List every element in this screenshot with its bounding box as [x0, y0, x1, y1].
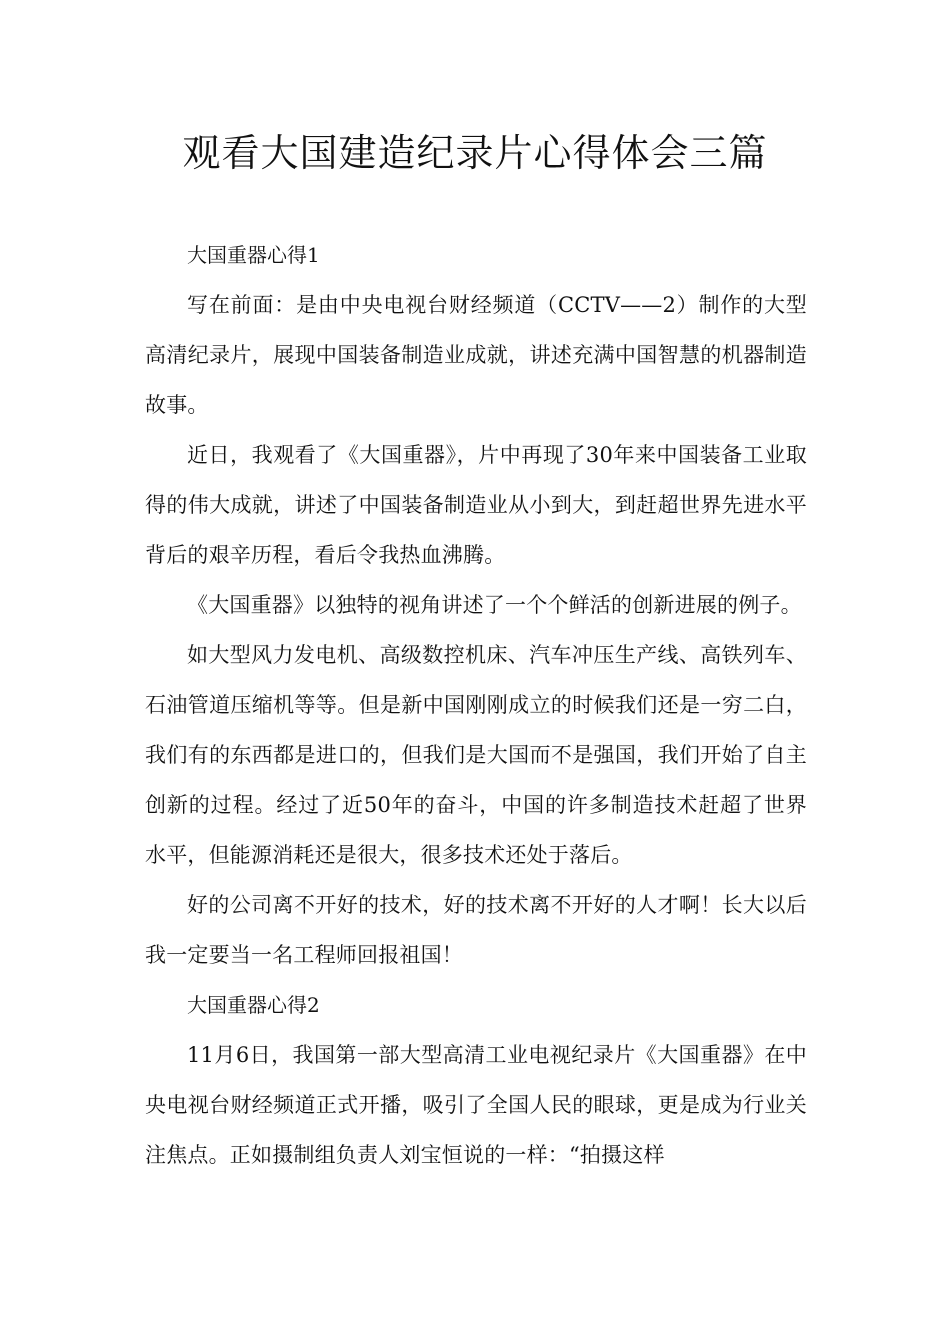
paragraph: 《大国重器》以独特的视角讲述了一个个鲜活的创新进展的例子。: [187, 593, 802, 617]
document-title: 观看大国建造纪录片心得体会三篇: [182, 131, 768, 175]
section-heading-1: 大国重器心得1: [187, 243, 320, 267]
paragraph: 近日，我观看了《大国重器》，片中再现了30年来中国装备工业取得的伟大成就，讲述了中国装备制造业从小到大，到赶超世界先进水平背后的艰辛历程，看后令我热血沸腾。: [145, 443, 807, 567]
paragraph: 好的公司离不开好的技术，好的技术离不开好的人才啊！长大以后我一定要当一名工程师回报祖国！: [145, 893, 807, 967]
paragraph: 如大型风力发电机、高级数控机床、汽车冲压生产线、高铁列车、石油管道压缩机等等。但是新中国刚刚成立的时候我们还是一穷二白，我们有的东西都是进口的，但我们是大国而不是强国，我们开始了自主创新的过程。经过了近50年的奋斗，中国的许多制造技术赶超了世界水平，但能源消耗还是很大，很多技术还处于落后。: [145, 643, 807, 867]
section-heading-2: 大国重器心得2: [187, 993, 320, 1017]
paragraph: 写在前面：是由中央电视台财经频道（CCTV——2）制作的大型高清纪录片，展现中国装备制造业成就，讲述充满中国智慧的机器制造故事。: [145, 293, 807, 417]
document-body: [145, 230, 807, 1180]
paragraph: 11月6日，我国第一部大型高清工业电视纪录片《大国重器》在中央电视台财经频道正式开播，吸引了全国人民的眼球，更是成为行业关注焦点。正如摄制组负责人刘宝恒说的一样：“拍摄这样: [145, 1043, 807, 1167]
